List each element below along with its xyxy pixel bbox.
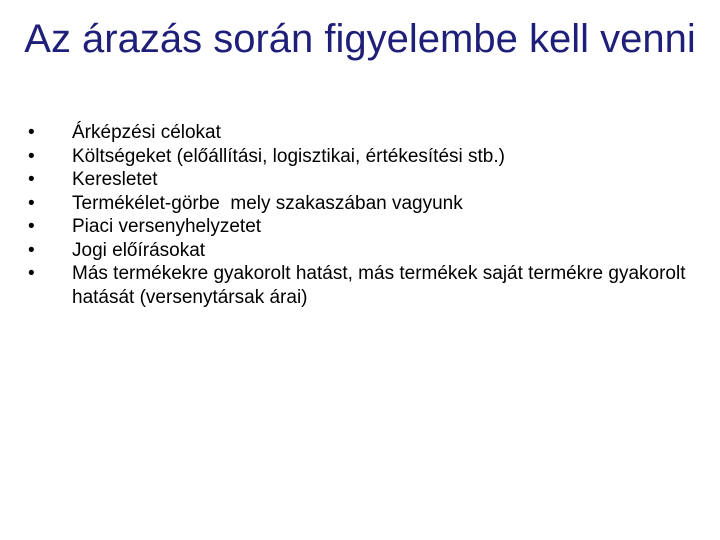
- bullet-item: [26, 168, 686, 192]
- bullet-icon: •: [28, 122, 35, 143]
- bullet-icon: •: [28, 192, 35, 214]
- bullet-item: [26, 215, 686, 239]
- bullet-icon: •: [28, 145, 35, 167]
- bullet-icon: •: [28, 169, 35, 190]
- bullet-item: [26, 121, 686, 145]
- bullet-text: Más termékekre gyakorolt hatást, más termékek saját termékre gyakorolt hatását (versenytársak árai): [72, 263, 686, 308]
- bullet-text: Piaci versenyhelyzetet: [72, 216, 262, 237]
- bullet-item: [26, 192, 686, 216]
- bullet-text: Árképzési célokat: [72, 122, 221, 143]
- bullet-item: [26, 262, 686, 309]
- bullet-item: [26, 145, 686, 169]
- bullet-icon: •: [28, 216, 35, 237]
- bullet-icon: •: [28, 263, 35, 284]
- bullet-text: Jogi előírásokat: [72, 239, 206, 261]
- bullet-text: Költségeket (előállítási, logisztikai, értékesítési stb.): [72, 145, 505, 167]
- bullet-text: Termékélet-görbe mely szakaszában vagyunk: [72, 192, 463, 214]
- bullet-list: [26, 121, 686, 309]
- bullet-icon: •: [28, 239, 35, 261]
- slide-title: Az árazás során figyelembe kell venni: [24, 17, 696, 61]
- bullet-text: Keresletet: [72, 169, 158, 190]
- bullet-item: [26, 239, 686, 263]
